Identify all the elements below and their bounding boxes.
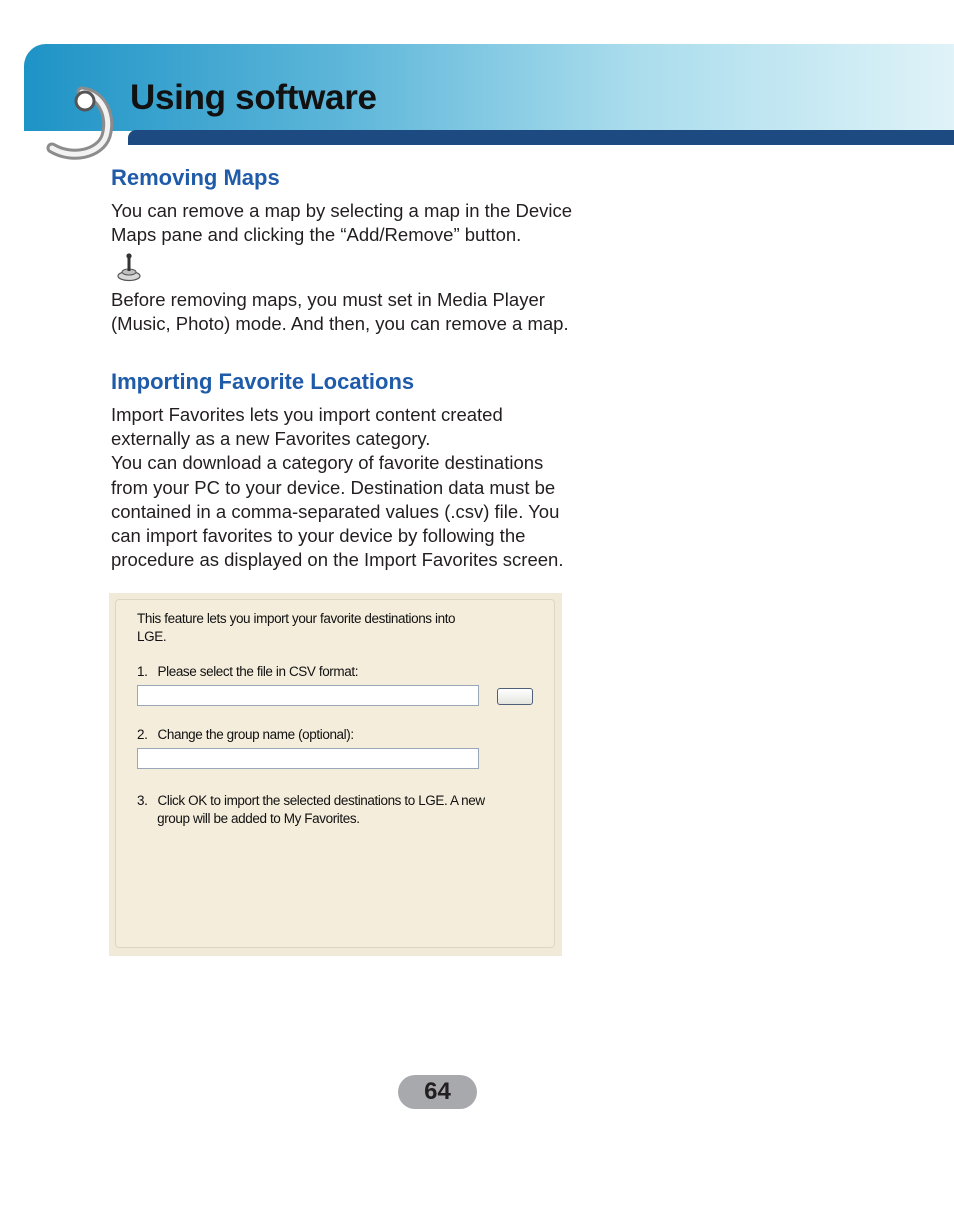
note-icon [116,252,142,282]
removing-maps-note [111,288,641,336]
text-line: can import favorites to your device by following the [111,525,526,547]
text-line: This feature lets you import your favorite destinations into [137,611,456,626]
text-line: externally as a new Favorites category. [111,428,431,450]
step2-label: 2. Change the group name (optional): [137,727,354,742]
group-name-input[interactable] [137,748,479,769]
page-title: Using software [130,78,377,117]
page-number-badge: 64 [398,1075,477,1109]
text-line: from your PC to your device. Destination data must be [111,476,556,498]
dialog-intro [137,610,455,646]
importing-paragraph [111,403,641,572]
step1-label: 1. Please select the file in CSV format: [137,664,359,679]
text-line: procedure as displayed on the Import Favorites screen. [111,549,564,571]
text-line: 3. Click OK to import the selected destinations to LGE. A new [137,793,485,808]
section-heading-removing-maps: Removing Maps [111,165,280,190]
text-line: contained in a comma-separated values (.csv) file. You [111,500,560,522]
section-heading-importing: Importing Favorite Locations [111,369,415,394]
header-rule [128,130,954,145]
text-line: You can download a category of favorite destinations [111,452,544,474]
text-line: Before removing maps, you must set in Media Player [111,289,545,310]
removing-maps-paragraph [111,199,641,247]
text-line: (Music, Photo) mode. And then, you can remove a map. [111,313,569,335]
text-line: You can remove a map by selecting a map in the Device [111,200,573,221]
import-favorites-dialog [109,593,562,956]
step3-text [137,792,485,828]
text-line: LGE. [137,629,167,644]
csv-file-input[interactable] [137,685,479,706]
browse-button[interactable] [497,688,533,705]
text-line: group will be added to My Favorites. [137,811,360,826]
dialog-panel [115,599,555,948]
text-line: Import Favorites lets you import content created [111,404,503,425]
text-line: Maps pane and clicking the “Add/Remove” button. [111,224,522,246]
ring-binder-icon [36,82,118,164]
